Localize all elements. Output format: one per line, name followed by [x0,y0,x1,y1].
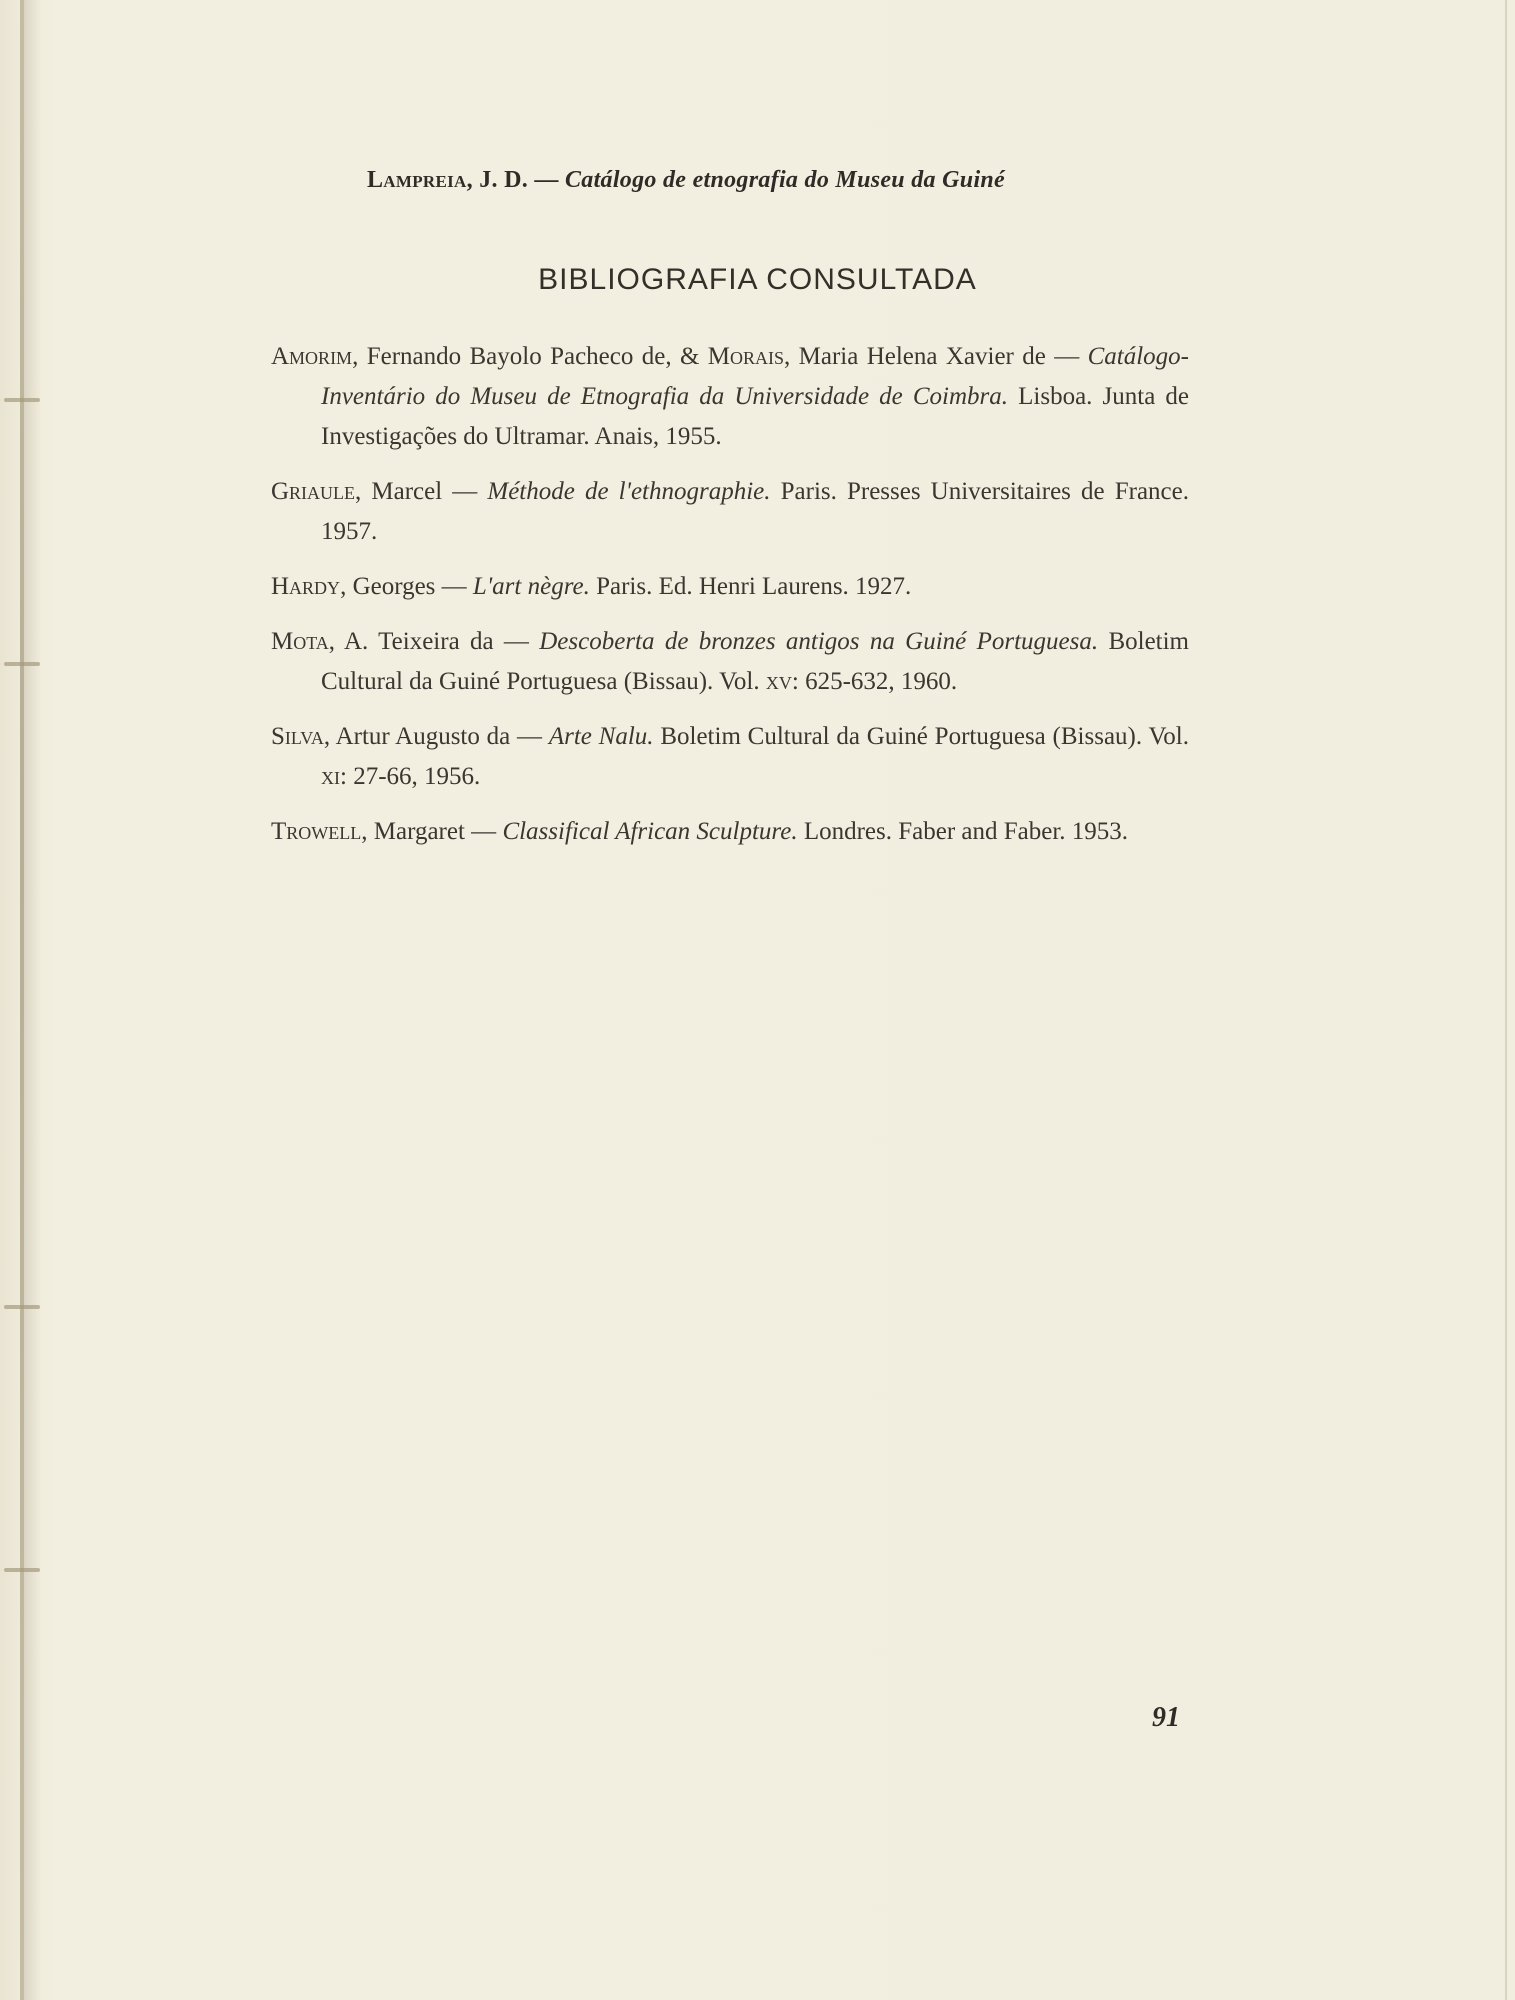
entry-text: , Margaret — [361,818,503,845]
entry-title: Catálogo-Inventário do Museu de Etnografia da Universidade de Coimbra. [321,343,1189,410]
entry-publication: Paris. Presses Universitaires de France. 1957. [321,478,1189,545]
bibliography-list [271,337,1189,867]
entry-author: Griaule [271,478,356,505]
entry-pages: : 625-632, 1960. [791,668,958,695]
entry-publication: Paris. Ed. Henri Laurens. 1927. [589,573,912,600]
entry-title: Descoberta de bronzes antigos na Guiné Portuguesa. [539,628,1099,655]
running-head-title: Catálogo de etnografia do Museu da Guiné [564,167,1006,193]
page-number: 91 [1152,1702,1180,1733]
entry-author: Trowell [271,818,362,845]
binding-stitch [4,1568,40,1572]
entry-author: Hardy [271,573,341,600]
bibliography-entry-griaule [271,472,1189,552]
entry-title: L'art nègre. [472,573,590,600]
binding-stitch [4,1305,40,1309]
entry-volume: xi [321,763,340,790]
running-head-initials: , J. D. — [466,167,565,193]
entry-pages: : 27-66, 1956. [340,763,481,790]
entry-publication: Boletim Cultural da Guiné Portuguesa (Bissau). Vol. [321,628,1190,695]
entry-text: , Georges — [340,573,473,600]
entry-text: , Fernando Bayolo Pacheco de, & [352,343,708,370]
entry-publication: Boletim Cultural da Guiné Portuguesa (Bissau). Vol. [653,723,1189,750]
entry-author: Amorim [271,343,353,370]
entry-text: , Marcel — [355,478,488,505]
entry-text: , Maria Helena Xavier de — [784,343,1088,370]
running-head-author: Lampreia [367,167,467,193]
binding-edge [20,0,24,2000]
entry-title: Classifical African Sculpture. [502,818,798,845]
section-title: BIBLIOGRAFIA CONSULTADA [538,263,977,296]
bibliography-entry-amorim [271,337,1189,457]
entry-title: Arte Nalu. [548,723,654,750]
bibliography-entry-mota [271,622,1189,702]
bibliography-entry-trowell [271,812,1189,852]
entry-title: Méthode de l'ethnographie. [487,478,771,505]
entry-volume: xv [765,668,792,695]
binding-stitch [4,398,40,402]
entry-author: Silva [271,723,324,750]
entry-publication: Londres. Faber and Faber. 1953. [797,818,1129,845]
running-head [367,167,1005,194]
binding-stitch [4,662,40,666]
entry-author-2: Morais [707,343,785,370]
entry-text: , Artur Augusto da — [323,723,549,750]
entry-text: , A. Teixeira da — [328,628,540,655]
entry-author: Mota [271,628,329,655]
binding-shadow [24,0,42,2000]
bibliography-entry-silva [271,717,1189,797]
bibliography-entry-hardy [271,567,1189,607]
page-right-edge [1505,0,1507,2000]
entry-publication: Lisboa. Junta de Investigações do Ultramar. Anais, 1955. [321,383,1189,450]
